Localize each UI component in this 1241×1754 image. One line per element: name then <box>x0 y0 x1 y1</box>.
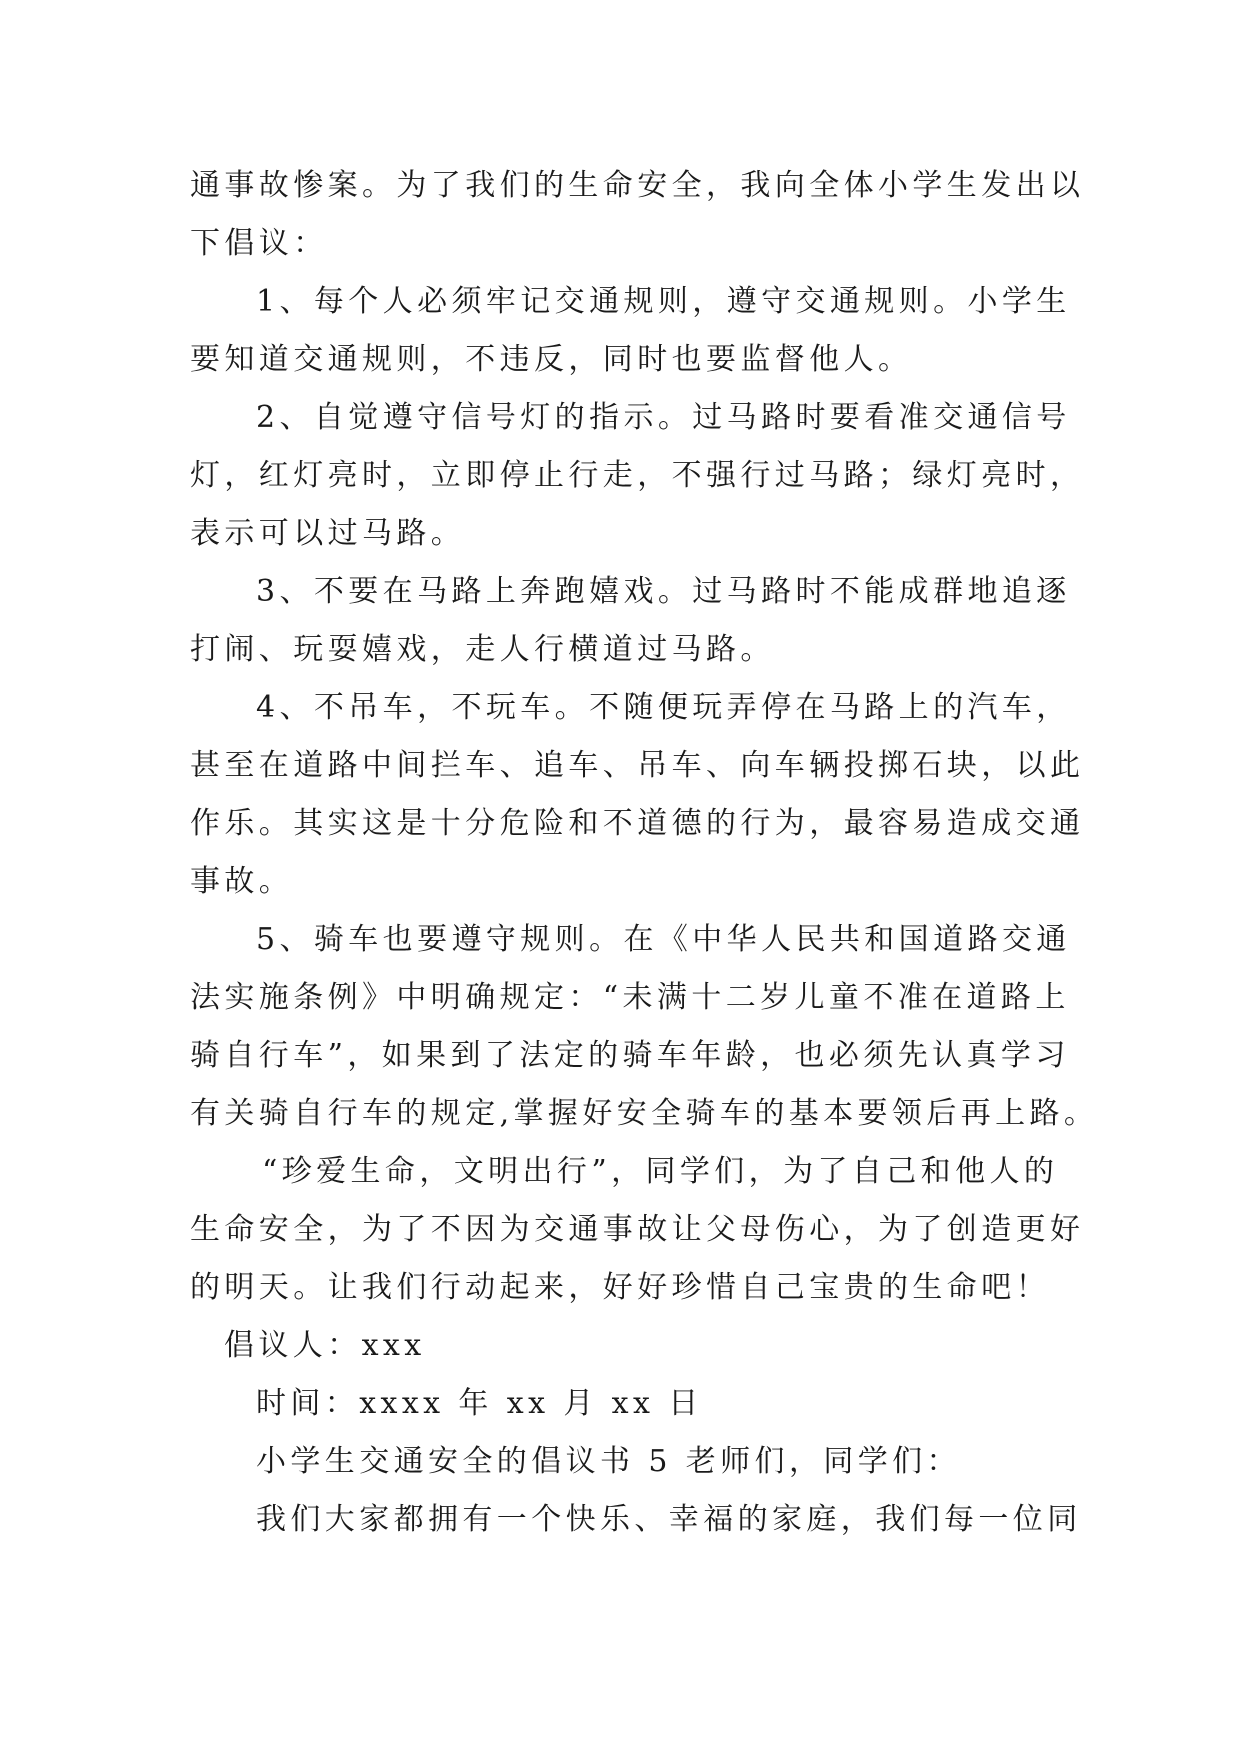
proposal-1-line-2: 要知道交通规则，不违反，同时也要监督他人。 <box>190 342 913 377</box>
proposal-5-line-1: 5、骑车也要遵守规则。在《中华人民共和国道路交通 <box>256 922 1071 957</box>
proposal-4-line-4: 事故。 <box>190 864 294 899</box>
proposal-3-line-1: 3、不要在马路上奔跑嬉戏。过马路时不能成群地追逐 <box>256 574 1071 609</box>
proposal-4-line-3: 作乐。其实这是十分危险和不道德的行为，最容易造成交通 <box>190 806 1085 841</box>
proposal-2-line-1: 2、自觉遵守信号灯的指示。过马路时要看准交通信号 <box>256 400 1071 435</box>
closing-line-1: “珍爱生命，文明出行”，同学们，为了自己和他人的 <box>262 1154 1059 1189</box>
proposal-5-line-2: 法实施条例》中明确规定：“未满十二岁儿童不准在道路上 <box>190 980 1070 1015</box>
next-letter-first-line: 我们大家都拥有一个快乐、幸福的家庭，我们每一位同 <box>256 1502 1082 1537</box>
closing-line-2: 生命安全，为了不因为交通事故让父母伤心，为了创造更好 <box>190 1212 1085 1247</box>
proposer-line: 倡议人：xxx <box>224 1328 426 1363</box>
date-line: 时间：xxxx 年 xx 月 xx 日 <box>256 1386 703 1421</box>
closing-line-3: 的明天。让我们行动起来，好好珍惜自己宝贵的生命吧！ <box>190 1270 1050 1305</box>
next-letter-heading: 小学生交通安全的倡议书 5 老师们，同学们： <box>256 1444 961 1479</box>
proposal-4-line-2: 甚至在道路中间拦车、追车、吊车、向车辆投掷石块，以此 <box>190 748 1085 783</box>
proposal-3-line-2: 打闹、玩耍嬉戏，走人行横道过马路。 <box>190 632 775 667</box>
proposal-2-line-2: 灯，红灯亮时，立即停止行走，不强行过马路；绿灯亮时， <box>190 458 1085 493</box>
proposal-5-line-4: 有关骑自行车的规定,掌握好安全骑车的基本要领后再上路。 <box>190 1096 1099 1131</box>
proposal-5-line-3: 骑自行车”，如果到了法定的骑车年龄，也必须先认真学习 <box>190 1038 1070 1073</box>
proposal-1-line-1: 1、每个人必须牢记交通规则，遵守交通规则。小学生 <box>256 284 1071 319</box>
text-line-2: 下倡议： <box>190 226 328 261</box>
text-line-1: 通事故惨案。为了我们的生命安全，我向全体小学生发出以 <box>190 168 1085 203</box>
proposal-4-line-1: 4、不吊车，不玩车。不随便玩弄停在马路上的汽车， <box>256 690 1071 725</box>
proposal-2-line-3: 表示可以过马路。 <box>190 516 466 551</box>
